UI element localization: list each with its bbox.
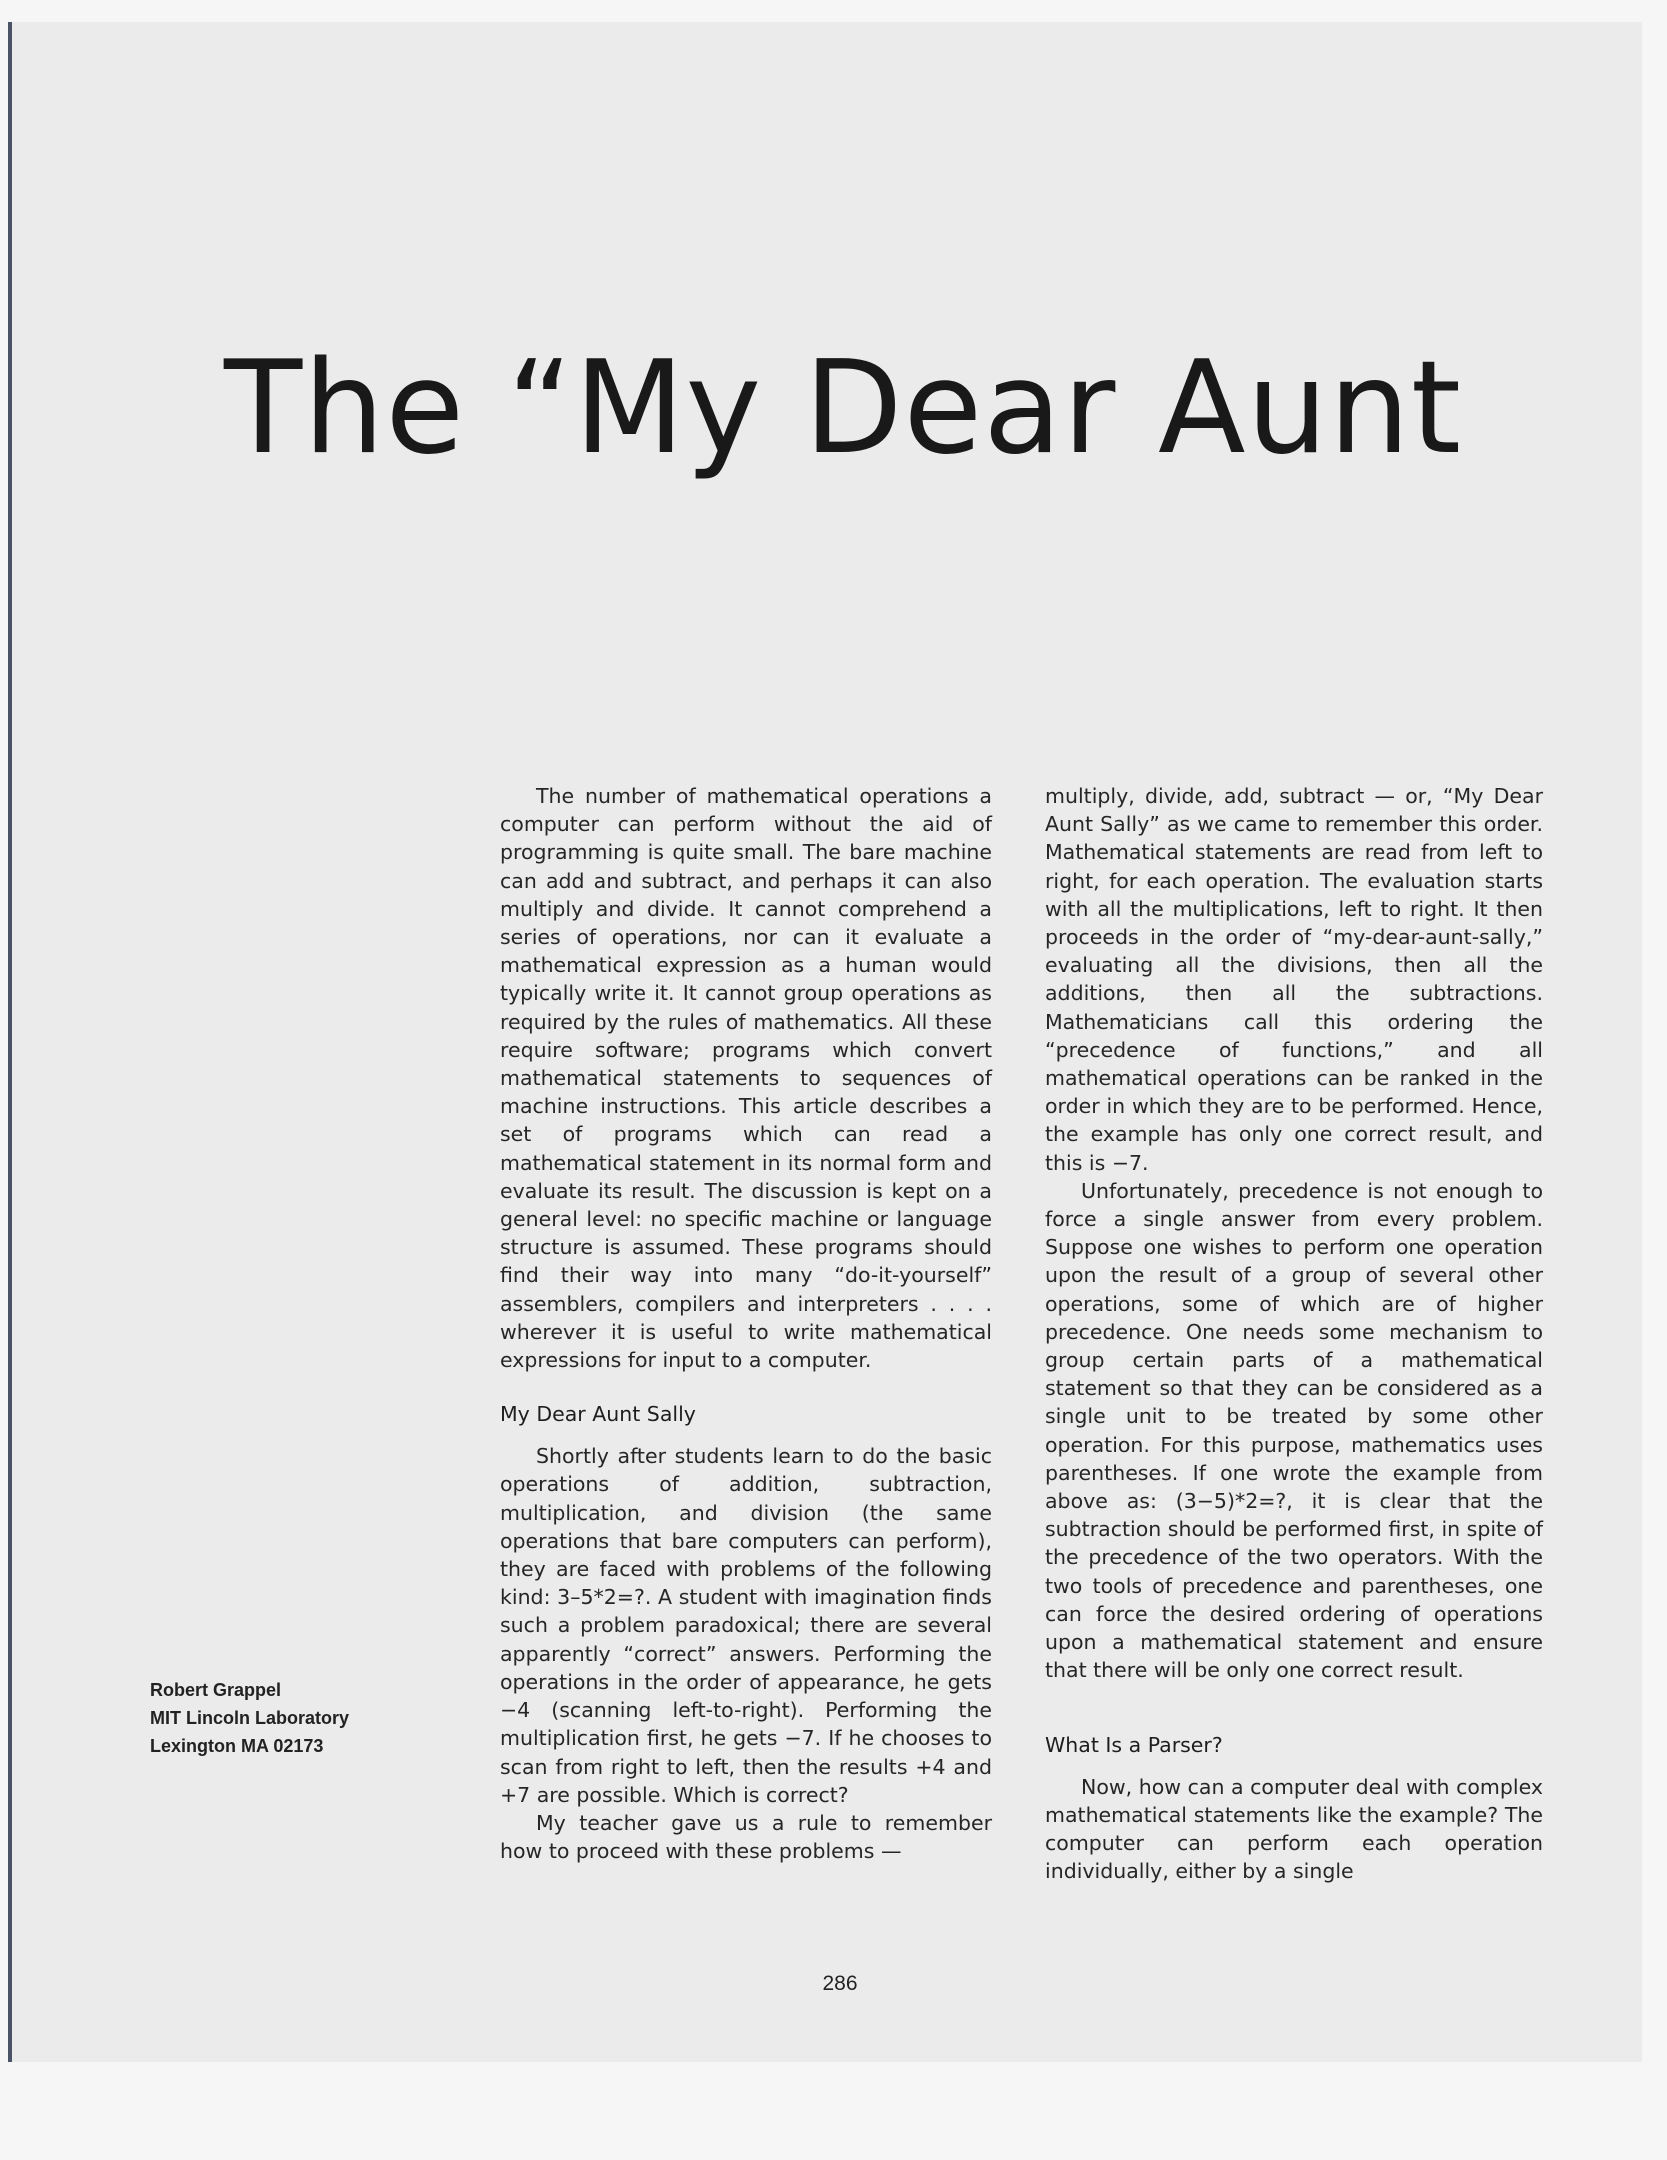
author-location: Lexington MA 02173	[150, 1736, 324, 1756]
page-number: 286	[822, 1972, 858, 1995]
author-affiliation: MIT Lincoln Laboratory	[150, 1708, 350, 1728]
body-paragraph: Shortly after students learn to do the basic operations of addition, subtraction, multiplication, and division (the same operations that bare computers can perform), they are faced with problems of the following kind: 3–5*2=?. A student with imagination finds such a problem paradoxical; there are several apparently “correct” answers. Performing the operations in the order of appearance, he gets −4 (scanning left-to-right). Performing the multiplication first, he gets −7. If he chooses to scan from right to left, then the results +4 and +7 are possible. Which is correct?	[500, 1444, 992, 1807]
left-column	[500, 782, 992, 1865]
section-heading-my-dear-aunt-sally: My Dear Aunt Sally	[500, 1402, 696, 1427]
body-paragraph: Unfortunately, precedence is not enough to force a single answer from every problem. Suppose one wishes to perform one operation upon the result of a group of several other operations, some of which are of higher precedence. One needs some mechanism to group certain parts of a mathematical statement so that they can be considered as a single unit to be treated by some other operation. For this purpose, mathematics uses parentheses. If one wrote the example from above as: (3−5)*2=?, it is clear that the subtraction should be performed first, in spite of the precedence of the two operators. With the two tools of precedence and parentheses, one can force the desired ordering of operations upon a mathematical statement and ensure that there will be only one correct result.	[1045, 1178, 1543, 1683]
body-paragraph: Now, how can a computer deal with complex mathematical statements like the example? The computer can perform each operation individually, either by a single	[1045, 1774, 1543, 1884]
author-name: Robert Grappel	[150, 1680, 282, 1700]
section-heading-what-is-a-parser: What Is a Parser?	[1045, 1732, 1223, 1757]
article-title: The “My Dear Aunt	[224, 334, 1462, 483]
right-column	[1045, 782, 1543, 1885]
body-paragraph: multiply, divide, add, subtract — or, “My Dear Aunt Sally” as we came to remember this order. Mathematical statements are read from left to right, for each operation. The evaluation starts with all the multiplications, left to right. It then proceeds in the order of “my-dear-aunt-sally,” evaluating all the divisions, then all the additions, then all the subtractions. Mathematicians call this ordering the “precedence of functions,” and all mathematical operations can be ranked in the order in which they are to be performed. Hence, the example has only one correct result, and this is −7.	[1045, 784, 1543, 1175]
author-block	[150, 1676, 349, 1760]
intro-paragraph: The number of mathematical operations a computer can perform without the aid of programming is quite small. The bare machine can add and subtract, and perhaps it can also multiply and divide. It cannot comprehend a series of operations, nor can it evaluate a mathematical expression as a human would typically write it. It cannot group operations as required by the rules of mathematics. All these require software; programs which convert mathematical statements to sequences of machine instructions. This article describes a set of programs which can read a mathematical statement in its normal form and evaluate its result. The discussion is kept on a general level: no specific machine or language structure is assumed. These programs should find their way into many “do-it-yourself” assemblers, compilers and interpreters . . . . wherever it is useful to write mathematical expressions for input to a computer.	[500, 784, 992, 1373]
body-paragraph: My teacher gave us a rule to remember how to proceed with these problems —	[500, 1810, 992, 1864]
